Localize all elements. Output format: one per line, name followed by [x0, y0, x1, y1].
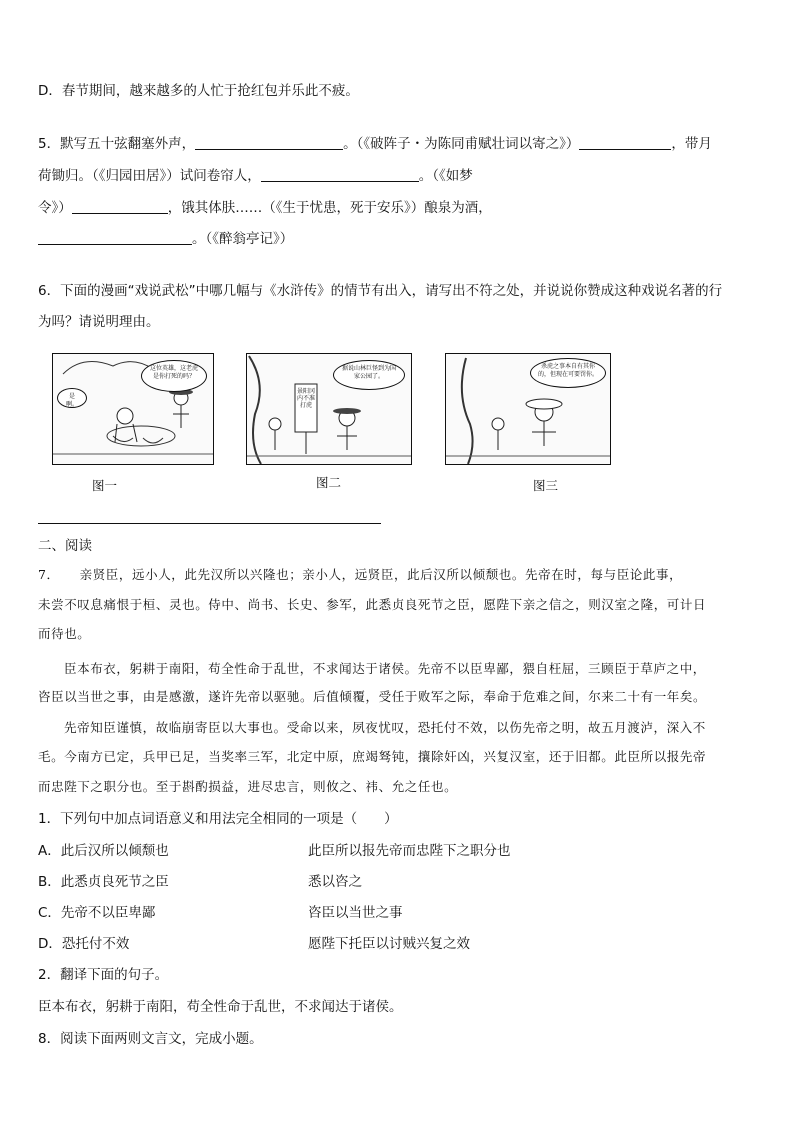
q5-text-4b: 。（《醉翁亭记》）: [192, 231, 294, 247]
q5-source-1: 。（《破阵子・为陈同甫赋壮词以寄之》）: [343, 136, 580, 152]
sub1-stem: 1．下列句中加点词语意义和用法完全相同的一项是（ ）: [38, 811, 398, 827]
sub2-stem: 2．翻译下面的句子。: [38, 967, 169, 983]
q5-prompt: 5．默写五十弦翻塞外声，: [38, 136, 196, 152]
sub1-option-b[interactable]: B．此悉贞良死节之臣: [38, 874, 169, 890]
q5-text-3a: 令》）: [38, 200, 72, 216]
sub1-option-c-compare: 咨臣以当世之事: [308, 905, 403, 921]
q8-stem: 8．阅读下面两则文言文，完成小题。: [38, 1031, 263, 1047]
q6-line-2: 为吗？请说明理由。: [38, 314, 160, 330]
sub1-option-a-compare: 此臣所以报先帝而忠陛下之职分也: [308, 843, 511, 859]
q5-line-3: [38, 199, 492, 217]
q7-p1-line2: 未尝不叹息痛恨于桓、灵也。侍中、尚书、长史、参军，此悉贞良死节之臣，愿陛下亲之信之，则汉室之隆，可计日: [38, 597, 707, 612]
section-title: 二、阅读: [38, 538, 92, 554]
q5-text-2a: 荷锄归。（《归园田居》）试问卷帘人，: [38, 168, 261, 184]
q7-p2-line1: 臣本布衣，躬耕于南阳，苟全性命于乱世，不求闻达于诸侯。先帝不以臣卑鄙，猥自枉屈，三顾臣于草庐之中，: [64, 661, 706, 676]
q7-p3-line2: 毛。今南方已定，兵甲已足，当奖率三军，北定中原，庶竭驽钝，攘除奸凶，兴复汉室，还于旧都。此臣所以报先帝: [38, 749, 707, 764]
q5-blank-5[interactable]: [38, 230, 192, 245]
q6-line-1: 6．下面的漫画“戏说武松”中哪几幅与《水浒传》的情节有出入，请写出不符之处，并说说你赞成这种戏说名著的行: [38, 283, 723, 299]
q5-blank-2[interactable]: [579, 135, 671, 150]
sub1-option-d-compare: 愿陛下托臣以讨贼兴复之效: [308, 936, 470, 952]
section-divider: [38, 523, 381, 524]
bubble-1b: 这位英雄，这老虎是你打死的吗？: [141, 360, 207, 392]
sub1-option-b-compare: 悉以咨之: [308, 874, 362, 890]
q7-p3-line1: 先帝知臣谨慎，故临崩寄臣以大事也。受命以来，夙夜忧叹，恐托付不效，以伤先帝之明，故五月渡泸，深入不: [64, 720, 706, 735]
q5-text-2b: 。（《如梦: [418, 168, 473, 184]
q5-blank-3[interactable]: [261, 167, 419, 182]
sub2-sentence: 臣本布衣，躬耕于南阳，苟全性命于乱世，不求闻达于诸侯。: [38, 999, 403, 1015]
comic-panel-3: [445, 353, 611, 465]
caption-1: 图一: [92, 478, 118, 493]
sub1-option-d[interactable]: D．恐托付不效: [38, 936, 130, 952]
q5-blank-4[interactable]: [72, 199, 168, 214]
caption-3: 图三: [533, 478, 559, 493]
q7-p3-line3: 而忠陛下之职分也。至于斟酌损益，进尽忠言，则攸之、祎、允之任也。: [38, 779, 458, 794]
q7-p2-line2: 咨臣以当世之事，由是感激，遂许先帝以驱驰。后值倾覆，受任于败军之际，奉命于危难之间，尔来二十有一年矣。: [38, 689, 707, 704]
q5-text-1c: ，带月: [671, 136, 712, 152]
bubble-2: 据说山林巨怪到为国家公园了。: [333, 360, 405, 390]
q5-text-3b: ，饿其体肤……（《生于忧患，死于安乐》）酿泉为酒，: [167, 200, 492, 216]
q7-p1-line3: 而待也。: [38, 626, 91, 641]
sub1-option-c[interactable]: C．先帝不以臣卑鄙: [38, 905, 156, 921]
caption-2: 图二: [316, 475, 342, 490]
q5-line-1: [38, 135, 712, 153]
q5-line-2: [38, 167, 473, 185]
q5-line-4: [38, 230, 293, 248]
bubble-3: 杀虎之事本自有其你的，但现在可要罚你。: [530, 358, 606, 388]
q4-option-d: D．春节期间，越来越多的人忙于抢红包并乐此不疲。: [38, 83, 359, 99]
sub1-option-a[interactable]: A．此后汉所以倾颓也: [38, 843, 169, 859]
forest-sign: 景阳冈内不准打虎: [297, 388, 316, 409]
bubble-1a: 是啊。: [57, 388, 87, 408]
comic-panel-1: [52, 353, 214, 465]
q5-blank-1[interactable]: [195, 135, 343, 150]
q7-p1-line1: 7． 亲贤臣，远小人，此先汉所以兴隆也；亲小人，远贤臣，此后汉所以倾颓也。先帝在时，每与臣论此事，: [38, 567, 683, 582]
comic-panel-2: [246, 353, 412, 465]
